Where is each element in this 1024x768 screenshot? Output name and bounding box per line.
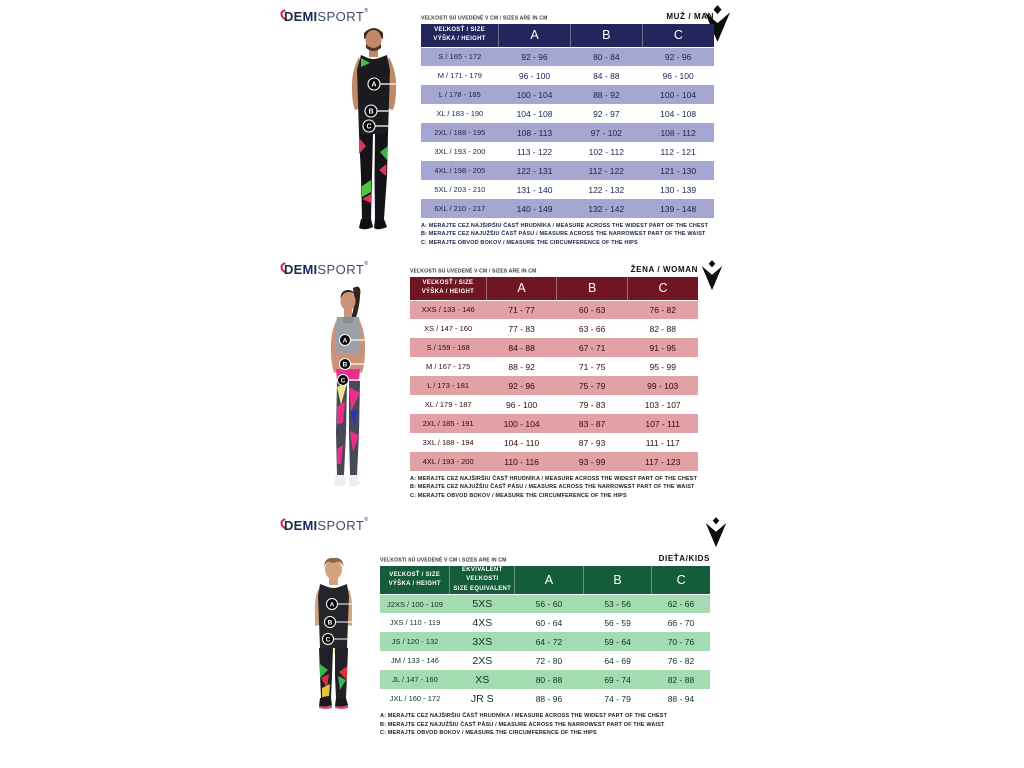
table-row [410,338,698,357]
size-cell: JL / 147 - 160 [392,675,438,685]
macron-logo-icon [701,259,723,292]
value-cell: 140 - 149 [516,203,553,214]
size-cell: XL / 179 - 187 [424,400,472,409]
note-c: C: MERAJTE OBVOD BOKOV / MEASURE THE CIRCUMFERENCE OF THE HIPS [421,239,638,246]
table-row [410,357,698,376]
size-cell: L / 178 - 185 [438,90,481,99]
logo-text-demi: DEMI [284,518,318,533]
size-cell: S / 159 - 168 [426,343,470,352]
value-cell: 69 - 74 [604,674,631,685]
value-cell: 104 - 110 [503,437,540,448]
value-cell: 100 - 104 [660,89,697,100]
column-c-header: C [642,24,714,47]
value-cell: 60 - 63 [578,304,606,315]
value-cell: 71 - 75 [578,361,606,372]
table-row [380,670,710,689]
equivalent-size-cell: 4XS [472,616,493,629]
value-cell: 67 - 71 [578,342,606,353]
audience-label-woman: ŽENA / WOMAN [630,265,698,274]
audience-label-kids: DIEŤA/KIDS [658,554,710,563]
equivalent-header: EKVIVALENT VEĽKOSTI SIZE EQUIVALENT [450,566,515,594]
size-cell: JS / 120 - 132 [391,637,439,647]
value-cell: 96 - 100 [662,70,694,81]
size-cell: M / 171 - 179 [437,71,482,80]
size-table-kids [380,566,710,708]
equivalent-size-cell: 5XS [472,598,493,611]
value-cell: 82 - 88 [667,674,695,685]
value-cell: 113 - 122 [516,146,553,157]
logo-text-demi: DEMI [284,9,318,24]
table-row [421,199,714,218]
kid-figure [315,558,352,709]
value-cell: 103 - 107 [644,399,681,410]
value-cell: 76 - 82 [667,655,695,666]
table-row [421,104,714,123]
column-b-header: B [583,566,652,594]
marker-c-label: C [325,636,331,644]
value-cell: 66 - 70 [667,617,695,628]
value-cell: 121 - 130 [660,165,697,176]
value-cell: 74 - 79 [604,693,631,704]
note-a: A: MERAJTE CEZ NAJŠIRŠIU ČASŤ HRUDNÍKA / MEASURE ACROSS THE WIDEST PART OF THE CHEST [410,476,698,482]
value-cell: 92 - 96 [521,51,548,62]
logo-text-demi: DEMI [284,262,318,277]
value-cell: 71 - 77 [508,304,535,315]
size-cell: 3XL / 193 - 200 [434,147,486,156]
value-cell: 84 - 88 [593,70,620,81]
marker-b-label: B [368,108,374,116]
audience-label-man: MUŽ / MAN [666,12,714,21]
table-row [380,613,710,632]
value-cell: 139 - 148 [660,203,697,214]
note-b: B: MERAJTE CEZ NAJUŽŠIU ČASŤ PÁSU / MEASURE ACROSS THE NARROWEST PART OF THE WAIST [410,484,695,491]
value-cell: 56 - 59 [604,617,631,628]
value-cell: 108 - 113 [516,127,553,138]
table-row [421,66,714,85]
size-cell: XL / 183 - 190 [436,109,484,118]
value-cell: 102 - 112 [588,146,624,157]
value-cell: 82 - 88 [649,323,676,334]
size-cell: 2XL / 185 - 191 [422,419,474,428]
equivalent-size-cell: 3XS [472,635,493,648]
value-cell: 122 - 131 [516,165,553,176]
woman-model-photo [299,283,396,508]
note-b: B: MERAJTE CEZ NAJUŽŠIU ČASŤ PÁSU / MEASURE ACROSS THE NARROWEST PART OF THE WAIST [380,721,665,728]
size-cell: 4XL / 198 - 205 [434,166,486,175]
value-cell: 100 - 104 [503,418,540,429]
size-cell: 2XL / 188 - 195 [434,128,486,137]
demisport-logo [284,262,368,278]
units-note: VEĽKOSTI SÚ UVEDENÉ V CM / SIZES ARE IN CM [380,557,507,563]
column-c-header: C [627,277,698,300]
column-b-header: B [557,277,628,300]
table-row [380,689,710,708]
note-c: C: MERAJTE OBVOD BOKOV / MEASURE THE CIRCUMFERENCE OF THE HIPS [410,492,627,499]
table-row [421,123,714,142]
table-row [421,180,714,199]
value-cell: 92 - 97 [593,108,620,119]
value-cell: 96 - 100 [518,70,551,81]
equivalent-size-cell: JR S [470,692,494,705]
table-row [380,594,710,613]
value-cell: 117 - 123 [645,456,681,467]
value-cell: 76 - 82 [649,304,676,315]
table-row [410,414,698,433]
value-cell: 64 - 69 [604,655,631,666]
value-cell: 88 - 92 [508,361,535,372]
table-row [421,142,714,161]
table-row [410,319,698,338]
size-cell: JXL / 160 - 172 [389,694,441,704]
table-row [410,433,698,452]
table-row [421,161,714,180]
equivalent-size-cell: 2XS [472,654,493,667]
table-row [421,85,714,104]
column-a-header: A [499,24,571,47]
measure-notes-kids [380,712,710,737]
measure-notes-woman [410,475,698,500]
size-header: VEĽKOSŤ / SIZE VÝŠKA / HEIGHT [380,566,450,594]
note-c: C: MERAJTE OBVOD BOKOV / MEASURE THE CIRCUMFERENCE OF THE HIPS [380,729,597,736]
value-cell: 84 - 88 [508,342,535,353]
size-cell: S / 165 - 172 [438,52,482,62]
column-c-header: C [652,566,710,594]
equivalent-size-cell: XS [475,673,490,686]
logo-text-sport: SPORT [317,262,365,277]
woman-measure-markers [338,335,395,386]
value-cell: 132 - 142 [588,203,625,214]
value-cell: 83 - 87 [578,418,606,429]
size-cell: 5XL / 203 - 210 [434,185,486,194]
woman-figure [331,287,365,487]
value-cell: 88 - 96 [535,693,563,704]
marker-a-label: A [329,601,335,609]
demisport-logo [284,518,368,534]
value-cell: 99 - 103 [647,380,679,391]
value-cell: 131 - 140 [516,184,553,195]
units-note: VEĽKOSTI SÚ UVEDENÉ V CM / SIZES ARE IN CM [421,15,548,21]
size-chart-section-kids [0,510,1024,768]
size-cell: J2XS / 100 - 109 [387,599,443,609]
size-cell: 4XL / 193 - 200 [422,457,474,466]
size-chart-section-man [0,0,1024,252]
logo-text-sport: SPORT [317,518,365,533]
column-b-header: B [570,24,642,47]
value-cell: 104 - 108 [660,108,697,119]
units-note: VEĽKOSTI SÚ UVEDENÉ V CM / SIZES ARE IN CM [410,268,537,274]
column-a-header: A [515,566,584,594]
value-cell: 95 - 99 [649,361,676,372]
marker-c-label: C [366,123,372,131]
table-row [410,300,698,319]
table-row [410,376,698,395]
value-cell: 56 - 60 [535,599,563,610]
size-table-woman [410,277,698,471]
table-row [410,452,698,471]
value-cell: 62 - 66 [667,599,695,610]
registered-mark: ® [364,261,369,267]
macron-logo-icon [705,517,727,548]
table-row [410,395,698,414]
value-cell: 63 - 66 [578,323,606,334]
value-cell: 130 - 139 [660,184,697,195]
value-cell: 64 - 72 [535,636,563,647]
value-cell: 53 - 56 [604,599,631,610]
header-row [380,566,710,594]
value-cell: 91 - 95 [649,342,676,353]
value-cell: 96 - 100 [505,399,538,410]
size-cell: 6XL / 210 - 217 [434,204,486,213]
demisport-logo [284,9,368,25]
value-cell: 93 - 99 [578,456,606,467]
value-cell: 87 - 93 [578,437,606,448]
value-cell: 112 - 121 [660,146,696,157]
value-cell: 107 - 111 [645,418,681,429]
kid-model-photo [289,556,379,714]
registered-mark: ® [364,517,369,523]
value-cell: 72 - 80 [535,655,563,666]
size-cell: JM / 133 - 146 [391,656,439,666]
note-a: A: MERAJTE CEZ NAJŠIRŠIU ČASŤ HRUDNÍKA / MEASURE ACROSS THE WIDEST PART OF THE CHEST [380,713,668,720]
header-row [421,24,714,47]
size-header: VEĽKOSŤ / SIZE VÝŠKA / HEIGHT [421,24,499,47]
marker-a-label: A [371,81,377,89]
value-cell: 80 - 84 [593,51,620,62]
marker-b-label: B [342,361,348,369]
size-cell: JXS / 110 - 119 [389,618,441,628]
column-a-header: A [486,277,557,300]
table-row [380,632,710,651]
size-cell: XXS / 133 - 146 [421,305,475,315]
value-cell: 77 - 83 [508,323,535,334]
size-cell: XS / 147 - 160 [424,324,473,333]
value-cell: 111 - 117 [645,437,680,448]
value-cell: 92 - 96 [664,51,692,62]
size-cell: L / 173 - 181 [427,381,470,390]
marker-c-label: C [340,377,346,385]
value-cell: 60 - 64 [535,617,563,628]
value-cell: 88 - 94 [667,693,695,704]
logo-text-sport: SPORT [317,9,365,24]
value-cell: 70 - 76 [667,636,695,647]
marker-a-label: A [342,337,348,345]
value-cell: 108 - 112 [660,127,696,138]
header-row [410,277,698,300]
value-cell: 97 - 102 [590,127,622,138]
value-cell: 79 - 83 [578,399,606,410]
marker-b-label: B [327,619,333,627]
man-model-photo [328,26,420,246]
value-cell: 112 - 122 [588,165,624,176]
value-cell: 104 - 108 [516,108,553,119]
size-table-man [421,24,714,218]
value-cell: 59 - 64 [604,636,631,647]
table-row [380,651,710,670]
value-cell: 110 - 116 [504,456,539,467]
value-cell: 80 - 88 [535,674,563,685]
size-cell: M / 167 - 175 [426,362,471,371]
size-header: VEĽKOSŤ / SIZE VÝŠKA / HEIGHT [410,277,486,300]
size-cell: 3XL / 188 - 194 [422,438,474,447]
value-cell: 92 - 96 [508,380,535,391]
registered-mark: ® [364,8,369,14]
note-b: B: MERAJTE CEZ NAJUŽŠIU ČASŤ PÁSU / MEASURE ACROSS THE NARROWEST PART OF THE WAIST [421,231,706,238]
value-cell: 88 - 92 [593,89,620,100]
value-cell: 75 - 79 [578,380,606,391]
measure-notes-man [421,222,714,247]
value-cell: 100 - 104 [516,89,553,100]
note-a: A: MERAJTE CEZ NAJŠIRŠIU ČASŤ HRUDNÍKA / MEASURE ACROSS THE WIDEST PART OF THE CHEST [421,223,709,229]
table-row [421,47,714,66]
value-cell: 122 - 132 [588,184,625,195]
size-chart-section-woman [0,252,1024,510]
